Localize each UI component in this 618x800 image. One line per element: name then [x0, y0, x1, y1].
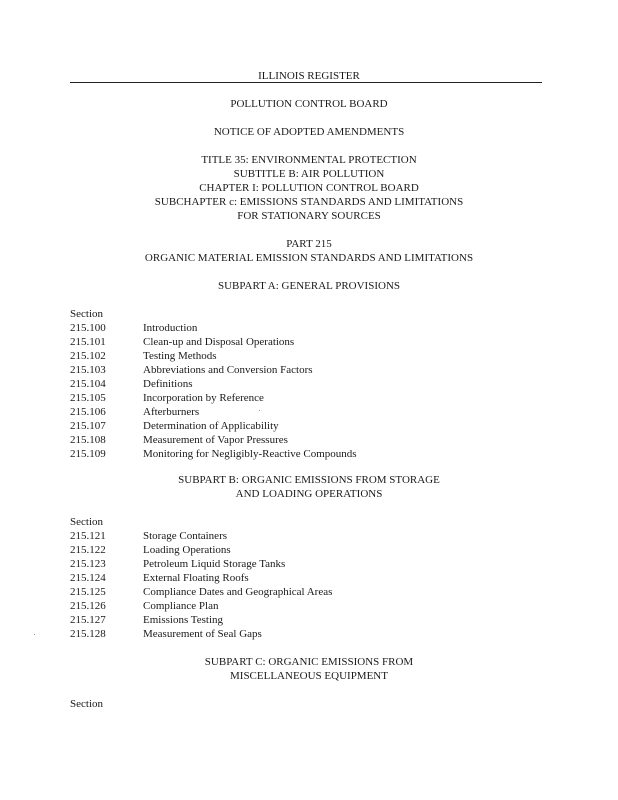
toc-entry — [70, 363, 540, 377]
scan-speck — [259, 410, 260, 411]
section-number: 215.101 — [70, 336, 106, 348]
subpart-b-title-line2: AND LOADING OPERATIONS — [235, 488, 383, 500]
toc-entry — [70, 321, 540, 335]
subpart-c-title-line2: MISCELLANEOUS EQUIPMENT — [230, 670, 388, 682]
section-number: 215.122 — [70, 544, 106, 556]
section-number: 215.123 — [70, 558, 106, 570]
section-label: Section — [70, 698, 103, 710]
section-number: 215.103 — [70, 364, 106, 376]
section-title: Loading Operations — [143, 544, 231, 556]
citation-subtitle: SUBTITLE B: AIR POLLUTION — [233, 168, 385, 180]
subpart-a-section-list — [70, 307, 540, 461]
section-number: 215.105 — [70, 392, 106, 404]
toc-entry — [70, 585, 540, 599]
section-title: Measurement of Seal Gaps — [143, 628, 262, 640]
toc-entry — [70, 335, 540, 349]
section-number: 215.124 — [70, 572, 106, 584]
toc-entry — [70, 349, 540, 363]
section-title: Emissions Testing — [143, 614, 224, 626]
part-block — [0, 237, 618, 265]
toc-entry — [70, 433, 540, 447]
subpart-c-heading — [0, 655, 618, 683]
toc-entry — [70, 377, 540, 391]
section-title: Petroleum Liquid Storage Tanks — [143, 558, 286, 570]
register-title: ILLINOIS REGISTER — [258, 70, 360, 82]
section-number: 215.126 — [70, 600, 106, 612]
toc-entry — [70, 557, 540, 571]
section-number: 215.109 — [70, 448, 106, 460]
register-header — [0, 69, 618, 83]
section-title: Monitoring for Negligibly-Reactive Compounds — [143, 448, 357, 460]
toc-entry — [70, 543, 540, 557]
citation-title: TITLE 35: ENVIRONMENTAL PROTECTION — [201, 154, 417, 166]
toc-entry — [70, 391, 540, 405]
section-title: Measurement of Vapor Pressures — [143, 434, 288, 446]
toc-entry — [70, 613, 540, 627]
header-rule — [70, 82, 542, 83]
citation-chapter: CHAPTER I: POLLUTION CONTROL BOARD — [199, 182, 419, 194]
toc-entry — [70, 529, 540, 543]
section-title: Compliance Dates and Geographical Areas — [143, 586, 333, 598]
toc-entry — [70, 627, 540, 641]
section-number: 215.107 — [70, 420, 106, 432]
notice-header — [0, 125, 618, 139]
section-title: Introduction — [143, 322, 198, 334]
section-number: 215.106 — [70, 406, 106, 418]
section-label: Section — [70, 308, 103, 320]
toc-entry — [70, 599, 540, 613]
section-title: Abbreviations and Conversion Factors — [143, 364, 313, 376]
toc-entry — [70, 419, 540, 433]
section-title: Compliance Plan — [143, 600, 219, 612]
toc-entry — [70, 447, 540, 461]
section-number: 215.128 — [70, 628, 106, 640]
part-name: ORGANIC MATERIAL EMISSION STANDARDS AND LIMITATIONS — [144, 252, 474, 264]
notice-title: NOTICE OF ADOPTED AMENDMENTS — [213, 126, 405, 138]
section-number: 215.100 — [70, 322, 106, 334]
section-title: Incorporation by Reference — [143, 392, 264, 404]
section-title: Testing Methods — [143, 350, 217, 362]
section-number: 215.125 — [70, 586, 106, 598]
subpart-a-title: SUBPART A: GENERAL PROVISIONS — [218, 280, 400, 292]
part-number: PART 215 — [286, 238, 332, 250]
section-title: Clean-up and Disposal Operations — [143, 336, 295, 348]
toc-entry — [70, 405, 540, 419]
citation-block — [0, 153, 618, 223]
section-number: 215.104 — [70, 378, 106, 390]
scan-speck — [34, 634, 35, 635]
subpart-b-heading — [0, 473, 618, 501]
board-header — [0, 97, 618, 111]
citation-subchapter-line1: SUBCHAPTER c: EMISSIONS STANDARDS AND LIMITATIONS — [154, 196, 464, 208]
section-number: 215.127 — [70, 614, 106, 626]
subpart-a-heading — [0, 279, 618, 293]
section-title: Definitions — [143, 378, 193, 390]
subpart-b-title-line1: SUBPART B: ORGANIC EMISSIONS FROM STORAGE — [178, 474, 440, 486]
section-number: 215.108 — [70, 434, 106, 446]
section-label: Section — [70, 516, 103, 528]
subpart-b-section-list — [70, 515, 540, 641]
toc-entry — [70, 571, 540, 585]
citation-subchapter-line2: FOR STATIONARY SOURCES — [237, 210, 381, 222]
section-title: External Floating Roofs — [143, 572, 249, 584]
board-name: POLLUTION CONTROL BOARD — [230, 98, 388, 110]
section-title: Determination of Applicability — [143, 420, 279, 432]
section-number: 215.102 — [70, 350, 106, 362]
section-title: Storage Containers — [143, 530, 228, 542]
section-title: Afterburners — [143, 406, 200, 418]
subpart-c-title-line1: SUBPART C: ORGANIC EMISSIONS FROM — [204, 656, 414, 668]
subpart-c-section-list — [70, 697, 540, 711]
section-number: 215.121 — [70, 530, 106, 542]
